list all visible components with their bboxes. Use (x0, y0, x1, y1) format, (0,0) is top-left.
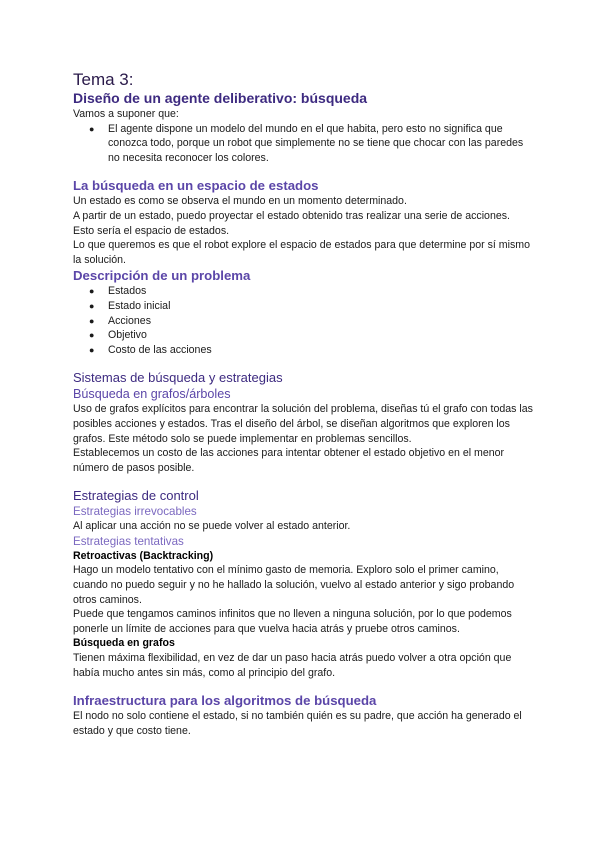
paragraph: Puede que tengamos caminos infinitos que no lleven a ninguna solución, por lo que podemos ponerle un límite de acciones para que vuelva hacia atrás y pruebe otros caminos. (73, 608, 512, 635)
paragraph: Lo que queremos es que el robot explore el espacio de estados para que determine por sí mismo la solución. (73, 239, 530, 266)
section-heading-sistemas: Sistemas de búsqueda y estrategias (73, 370, 283, 386)
paragraph: Hago un modelo tentativo con el mínimo gasto de memoria. Exploro solo el primer camino, cuando no puedo seguir y no he hallado la solución, vuelvo al estado anterior y sigo probando otros caminos. (73, 564, 515, 606)
intro-text: Vamos a suponer que: (73, 108, 179, 120)
intro-list (73, 122, 533, 166)
bullet-icon: ● (89, 344, 95, 355)
document-body (73, 70, 533, 738)
list-item: ● Estado inicial (89, 299, 171, 312)
bullet-icon: ● (89, 123, 95, 134)
list-item: ● Costo de las acciones (89, 343, 212, 356)
bullet-icon: ● (89, 330, 95, 341)
problem-description-list (73, 284, 533, 357)
main-heading: Diseño de un agente deliberativo: búsqueda (73, 90, 368, 106)
bullet-icon: ● (89, 315, 95, 326)
paragraph: Uso de grafos explícitos para encontrar la solución del problema, diseñas tú el grafo con todas las posibles acciones y estados. Tras el diseño del árbol, se diseñan algoritmos que exploren los grafos. Este método solo se puede implementar en problemas sencillos. (73, 403, 533, 445)
subheading-grafos-arboles: Búsqueda en grafos/árboles (73, 387, 231, 402)
paragraph: El nodo no solo contiene el estado, si no también quién es su padre, que acción ha generado el estado y que costo tiene. (73, 710, 522, 737)
section-heading-estrategias-control: Estrategias de control (73, 488, 199, 504)
subheading-tentativas: Estrategias tentativas (73, 534, 184, 548)
bullet-icon: ● (89, 300, 95, 311)
paragraph: Al aplicar una acción no se puede volver al estado anterior. (73, 520, 351, 533)
bullet-icon: ● (89, 286, 95, 297)
list-item: ● Estados (89, 285, 147, 298)
list-item: ● Acciones (89, 314, 151, 327)
paragraph: Establecemos un costo de las acciones para intentar obtener el estado objetivo en el menor número de pasos posible. (73, 447, 505, 474)
paragraph: Tienen máxima flexibilidad, en vez de dar un paso hacia atrás puedo volver a otra opción que había mucho antes sin más, como al principio del grafo. (73, 652, 512, 679)
paragraph: Un estado es como se observa el mundo en un momento determinado. (73, 195, 407, 208)
list-item: ● Objetivo (89, 329, 147, 342)
paragraph: A partir de un estado, puedo proyectar el estado obtenido tras realizar una serie de acciones. Esto sería el espacio de estados. (73, 209, 510, 237)
bold-title-busqueda-grafos: Búsqueda en grafos (73, 637, 175, 650)
section-heading-espacio-estados: La búsqueda en un espacio de estados (73, 178, 319, 194)
tema-title: Tema 3: (73, 70, 134, 89)
section-heading-descripcion: Descripción de un problema (73, 268, 251, 284)
subheading-irrevocables: Estrategias irrevocables (73, 505, 197, 519)
section-heading-infraestructura: Infraestructura para los algoritmos de búsqueda (73, 693, 377, 709)
list-item: ● El agente dispone un modelo del mundo en el que habita, pero esto no significa que conozca todo, porque un robot que simplemente no se tiene que chocar con las paredes no necesita reconocer los colores. (89, 122, 524, 164)
bold-title-backtracking: Retroactivas (Backtracking) (73, 549, 214, 562)
